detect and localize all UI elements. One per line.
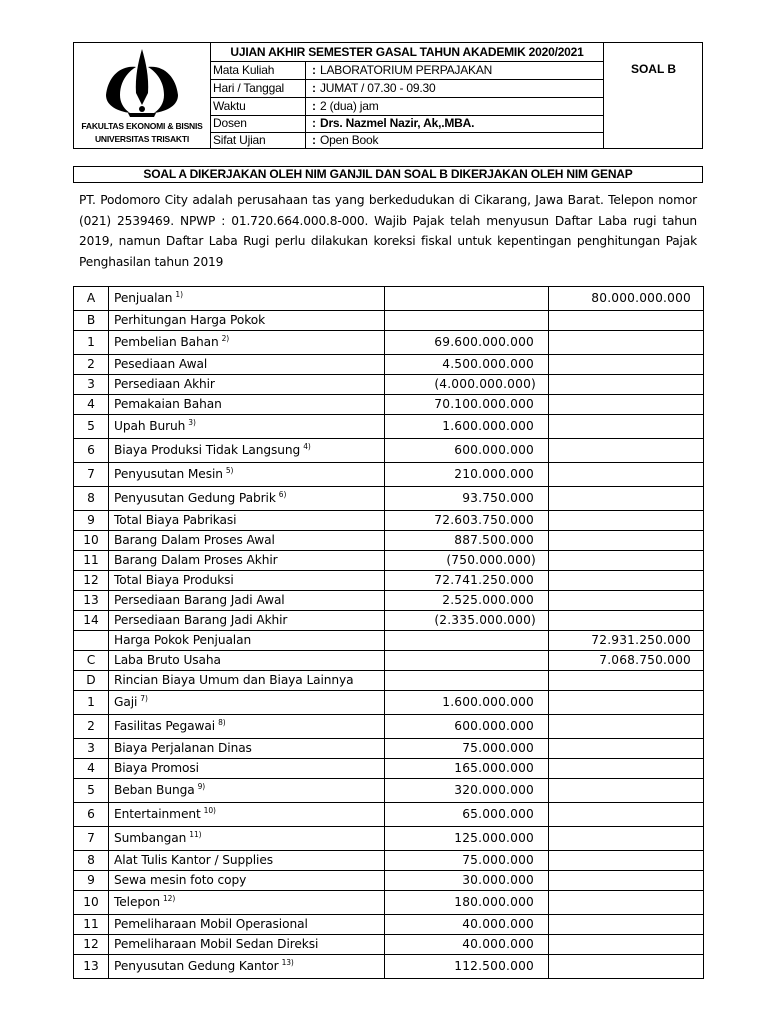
row-description: Persediaan Barang Jadi Akhir <box>114 613 288 627</box>
table-row <box>74 487 704 511</box>
row-amount: 887.500.000 <box>385 531 549 551</box>
row-description: Pemakaian Bahan <box>114 397 222 411</box>
table-row <box>74 631 704 651</box>
field-row-sifat-ujian <box>211 132 603 149</box>
table-row <box>74 531 704 551</box>
row-description: Entertainment <box>114 807 201 821</box>
row-amount: 40.000.000 <box>385 915 549 935</box>
row-description-cell <box>109 355 385 375</box>
footnote-marker: 5) <box>225 466 234 475</box>
row-description-cell <box>109 611 385 631</box>
row-amount: 65.000.000 <box>385 803 549 827</box>
row-amount: 75.000.000 <box>385 739 549 759</box>
row-description: Pesediaan Awal <box>114 357 208 371</box>
row-description-cell <box>109 871 385 891</box>
row-number: 9 <box>74 511 109 531</box>
row-description-cell <box>109 287 385 311</box>
row-total <box>549 311 704 331</box>
row-total <box>549 715 704 739</box>
row-number: 13 <box>74 591 109 611</box>
row-description: Harga Pokok Penjualan <box>114 633 252 647</box>
row-description: Perhitungan Harga Pokok <box>114 313 266 327</box>
row-number: 11 <box>74 551 109 571</box>
row-amount: 1.600.000.000 <box>385 691 549 715</box>
table-row <box>74 955 704 979</box>
field-row-hari-tanggal <box>211 80 603 98</box>
table-row <box>74 915 704 935</box>
row-number: 2 <box>74 715 109 739</box>
field-value: JUMAT / 07.30 - 09.30 <box>320 81 436 95</box>
table-row <box>74 463 704 487</box>
exam-title: UJIAN AKHIR SEMESTER GASAL TAHUN AKADEMIK 2020/2021 <box>211 43 603 62</box>
field-colon: : <box>312 99 316 113</box>
row-description-cell <box>109 631 385 651</box>
row-amount: 4.500.000.000 <box>385 355 549 375</box>
row-description: Alat Tulis Kantor / Supplies <box>114 853 273 867</box>
row-description-cell <box>109 331 385 355</box>
row-total <box>549 935 704 955</box>
field-label: Hari / Tanggal <box>213 80 306 97</box>
table-row <box>74 287 704 311</box>
row-description: Penjualan <box>114 291 173 305</box>
row-total <box>549 611 704 631</box>
row-number: 6 <box>74 439 109 463</box>
footnote-marker: 1) <box>175 290 183 299</box>
row-total <box>549 827 704 851</box>
table-row <box>74 851 704 871</box>
field-colon: : <box>312 116 316 130</box>
row-total <box>549 511 704 531</box>
row-description-cell <box>109 311 385 331</box>
table-row <box>74 511 704 531</box>
row-description-cell <box>109 551 385 571</box>
row-description-cell <box>109 779 385 803</box>
row-amount: (2.335.000.000) <box>385 611 549 631</box>
row-description-cell <box>109 803 385 827</box>
row-total: 80.000.000.000 <box>549 287 704 311</box>
row-total <box>549 779 704 803</box>
footnote-marker: 7) <box>140 694 148 703</box>
row-amount: 30.000.000 <box>385 871 549 891</box>
row-description: Pemeliharaan Mobil Sedan Direksi <box>114 937 319 951</box>
table-row <box>74 671 704 691</box>
row-number: A <box>74 287 109 311</box>
row-amount: 75.000.000 <box>385 851 549 871</box>
soal-label: SOAL B <box>630 62 677 76</box>
field-label: Mata Kuliah <box>213 62 306 79</box>
row-description-cell <box>109 591 385 611</box>
row-total <box>549 955 704 979</box>
row-description: Biaya Perjalanan Dinas <box>114 741 252 755</box>
row-total <box>549 331 704 355</box>
row-description-cell <box>109 395 385 415</box>
table-row <box>74 739 704 759</box>
row-amount: 125.000.000 <box>385 827 549 851</box>
row-number: C <box>74 651 109 671</box>
field-colon: : <box>312 81 316 95</box>
row-description: Fasilitas Pegawai <box>114 719 216 733</box>
row-amount: 40.000.000 <box>385 935 549 955</box>
row-amount: 600.000.000 <box>385 715 549 739</box>
row-description: Penyusutan Gedung Kantor <box>114 959 279 973</box>
row-description-cell <box>109 827 385 851</box>
row-amount <box>385 311 549 331</box>
table-row <box>74 651 704 671</box>
row-number: 5 <box>74 415 109 439</box>
table-row <box>74 439 704 463</box>
field-colon: : <box>312 63 316 77</box>
field-value: Drs. Nazmel Nazir, Ak,.MBA. <box>320 116 475 130</box>
row-description-cell <box>109 851 385 871</box>
row-total <box>549 439 704 463</box>
table-row <box>74 331 704 355</box>
row-amount: 72.741.250.000 <box>385 571 549 591</box>
row-description: Gaji <box>114 695 138 709</box>
exam-header <box>73 42 703 149</box>
row-description-cell <box>109 439 385 463</box>
faculty-name: FAKULTAS EKONOMI & BISNIS <box>81 121 203 131</box>
row-description-cell <box>109 463 385 487</box>
row-description: Barang Dalam Proses Awal <box>114 533 275 547</box>
table-row <box>74 551 704 571</box>
row-description: Biaya Promosi <box>114 761 199 775</box>
row-description-cell <box>109 511 385 531</box>
field-label: Sifat Ujian <box>213 132 306 149</box>
table-row <box>74 759 704 779</box>
row-number: 10 <box>74 891 109 915</box>
field-value: 2 (dua) jam <box>320 99 379 113</box>
row-total <box>549 871 704 891</box>
row-number: 4 <box>74 395 109 415</box>
row-amount: 320.000.000 <box>385 779 549 803</box>
table-row <box>74 827 704 851</box>
footnote-marker: 11) <box>189 830 202 839</box>
footnote-marker: 4) <box>303 442 311 451</box>
footnote-marker: 12) <box>162 894 176 903</box>
row-total <box>549 551 704 571</box>
row-description: Total Biaya Pabrikasi <box>114 513 237 527</box>
university-name: UNIVERSITAS TRISAKTI <box>94 134 190 144</box>
row-total <box>549 415 704 439</box>
row-description-cell <box>109 759 385 779</box>
table-body <box>74 287 704 979</box>
row-total <box>549 591 704 611</box>
table-row <box>74 311 704 331</box>
row-amount: (750.000.000) <box>385 551 549 571</box>
row-number: 11 <box>74 915 109 935</box>
row-number: 1 <box>74 331 109 355</box>
row-amount: 1.600.000.000 <box>385 415 549 439</box>
row-amount: 70.100.000.000 <box>385 395 549 415</box>
table-row <box>74 571 704 591</box>
row-description: Persediaan Barang Jadi Awal <box>114 593 285 607</box>
row-description: Total Biaya Produksi <box>114 573 234 587</box>
row-description: Rincian Biaya Umum dan Biaya Lainnya <box>114 673 354 687</box>
notice-banner: SOAL A DIKERJAKAN OLEH NIM GANJIL DAN SOAL B DIKERJAKAN OLEH NIM GENAP <box>73 166 703 183</box>
row-number: 3 <box>74 375 109 395</box>
row-description-cell <box>109 691 385 715</box>
row-description-cell <box>109 415 385 439</box>
footnote-marker: 6) <box>278 490 287 499</box>
row-number <box>74 631 109 651</box>
field-label: Dosen <box>213 115 306 132</box>
row-description: Penyusutan Mesin <box>114 467 223 481</box>
row-total <box>549 671 704 691</box>
row-number: 7 <box>74 827 109 851</box>
row-amount: 112.500.000 <box>385 955 549 979</box>
row-description: Pembelian Bahan <box>114 335 219 349</box>
row-description-cell <box>109 715 385 739</box>
row-number: 10 <box>74 531 109 551</box>
row-total <box>549 891 704 915</box>
table-row <box>74 891 704 915</box>
field-label: Waktu <box>213 98 306 115</box>
row-total <box>549 355 704 375</box>
row-description-cell <box>109 955 385 979</box>
table-row <box>74 691 704 715</box>
table-row <box>74 395 704 415</box>
row-total <box>549 463 704 487</box>
row-total <box>549 571 704 591</box>
row-total <box>549 759 704 779</box>
footnote-marker: 9) <box>197 782 206 791</box>
row-total <box>549 851 704 871</box>
row-total <box>549 375 704 395</box>
footnote-marker: 3) <box>188 418 196 427</box>
row-amount: 72.603.750.000 <box>385 511 549 531</box>
row-description: Telepon <box>114 895 160 909</box>
row-total <box>549 487 704 511</box>
row-number: 8 <box>74 487 109 511</box>
field-value: LABORATORIUM PERPAJAKAN <box>320 63 493 77</box>
row-description: Pemeliharaan Mobil Operasional <box>114 917 308 931</box>
row-amount: (4.000.000.000) <box>385 375 549 395</box>
logo-cell <box>74 43 211 148</box>
row-description-cell <box>109 375 385 395</box>
field-row-mata-kuliah <box>211 62 603 80</box>
row-amount <box>385 651 549 671</box>
row-description-cell <box>109 651 385 671</box>
row-description: Penyusutan Gedung Pabrik <box>114 491 276 505</box>
row-number: B <box>74 311 109 331</box>
row-amount: 2.525.000.000 <box>385 591 549 611</box>
row-description: Barang Dalam Proses Akhir <box>114 553 278 567</box>
row-description: Sewa mesin foto copy <box>114 873 247 887</box>
row-number: 6 <box>74 803 109 827</box>
row-amount <box>385 671 549 691</box>
row-total <box>549 531 704 551</box>
row-description-cell <box>109 915 385 935</box>
row-number: 12 <box>74 571 109 591</box>
row-number: 13 <box>74 955 109 979</box>
row-total: 7.068.750.000 <box>549 651 704 671</box>
row-description-cell <box>109 487 385 511</box>
field-row-waktu <box>211 98 603 116</box>
income-statement-table <box>73 286 704 979</box>
row-number: 12 <box>74 935 109 955</box>
table-row <box>74 591 704 611</box>
row-description-cell <box>109 891 385 915</box>
row-total <box>549 395 704 415</box>
row-amount: 165.000.000 <box>385 759 549 779</box>
row-number: 2 <box>74 355 109 375</box>
row-amount <box>385 631 549 651</box>
table-row <box>74 611 704 631</box>
row-amount: 600.000.000 <box>385 439 549 463</box>
row-total <box>549 691 704 715</box>
footnote-marker: 8) <box>218 718 226 727</box>
table-row <box>74 935 704 955</box>
row-total <box>549 739 704 759</box>
row-description: Upah Buruh <box>114 419 186 433</box>
row-amount <box>385 287 549 311</box>
row-number: 3 <box>74 739 109 759</box>
row-number: 7 <box>74 463 109 487</box>
soal-cell <box>603 43 703 148</box>
row-description: Beban Bunga <box>114 783 195 797</box>
row-number: 1 <box>74 691 109 715</box>
row-amount: 69.600.000.000 <box>385 331 549 355</box>
field-value: Open Book <box>320 133 379 147</box>
row-number: D <box>74 671 109 691</box>
row-number: 14 <box>74 611 109 631</box>
row-number: 8 <box>74 851 109 871</box>
row-total <box>549 803 704 827</box>
row-description-cell <box>109 531 385 551</box>
footnote-marker: 13) <box>281 958 294 967</box>
row-number: 4 <box>74 759 109 779</box>
row-description: Laba Bruto Usaha <box>114 653 221 667</box>
row-description: Biaya Produksi Tidak Langsung <box>114 443 301 457</box>
row-amount: 210.000.000 <box>385 463 549 487</box>
row-amount: 180.000.000 <box>385 891 549 915</box>
row-description-cell <box>109 671 385 691</box>
row-description: Sumbangan <box>114 831 187 845</box>
table-row <box>74 375 704 395</box>
table-row <box>74 871 704 891</box>
table-row <box>74 779 704 803</box>
footnote-marker: 10) <box>203 806 216 815</box>
row-number: 5 <box>74 779 109 803</box>
table-row <box>74 415 704 439</box>
table-row <box>74 715 704 739</box>
table-row <box>74 803 704 827</box>
footnote-marker: 2) <box>221 334 230 343</box>
row-total <box>549 915 704 935</box>
row-description-cell <box>109 935 385 955</box>
table-row <box>74 355 704 375</box>
intro-paragraph: PT. Podomoro City adalah perusahaan tas yang berkedudukan di Cikarang, Jawa Barat. Telepon nomor (021) 2539469. NPWP : 01.720.664.000.8-000. Wajib Pajak telah menyusun Daftar Laba rugi tahun 2019, namun Daftar Laba Rugi perlu dilakukan koreksi fiskal untuk kepentingan penghitungan Pajak Penghasilan tahun 2019 <box>79 193 697 269</box>
row-description-cell <box>109 739 385 759</box>
row-number: 9 <box>74 871 109 891</box>
university-logo-icon <box>102 47 182 119</box>
row-amount: 93.750.000 <box>385 487 549 511</box>
row-description: Persediaan Akhir <box>114 377 215 391</box>
row-description-cell <box>109 571 385 591</box>
row-total: 72.931.250.000 <box>549 631 704 651</box>
field-row-dosen <box>211 115 603 133</box>
field-colon: : <box>312 133 316 147</box>
